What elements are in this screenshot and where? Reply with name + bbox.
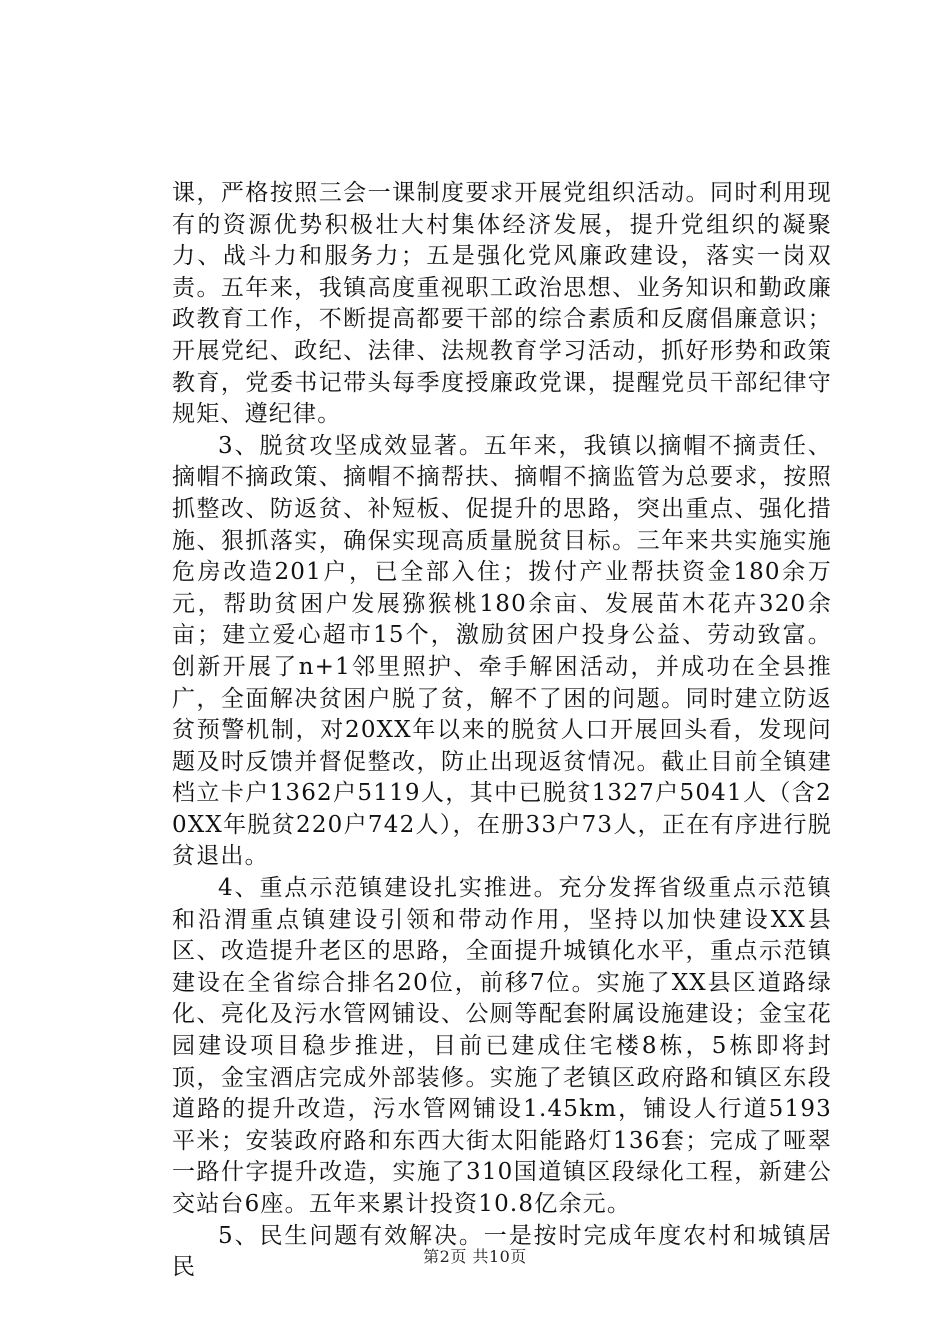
paragraph-livelihood: 5、民生问题有效解决。一是按时完成年度农村和城镇居民 [172,1222,832,1281]
paragraph-continuation: 课，严格按照三会一课制度要求开展党组织活动。同时利用现有的资源优势积极壮大村集体经济发展，提升党组织的凝聚力、战斗力和服务力；五是强化党风廉政建设，落实一岗双责。五年来，我镇高度重视职工政治思想、业务知识和勤政廉政教育工作，不断提高都要干部的综合素质和反腐倡廉意识；开展党纪、政纪、法律、法规教育学习活动，抓好形势和政策教育，党委书记带头每季度授廉政党课，提醒党员干部纪律守规矩、遵纪律。 [172,180,832,428]
paragraph-poverty-alleviation: 3、脱贫攻坚成效显著。五年来，我镇以摘帽不摘责任、摘帽不摘政策、摘帽不摘帮扶、摘帽不摘监管为总要求，按照抓整改、防返贫、补短板、促提升的思路，突出重点、强化措施、狠抓落实，确保实现高质量脱贫目标。三年来共实施实施危房改造201户，已全部入住；拨付产业帮扶资金180余万元，帮助贫困户发展猕猴桃180余亩、发展苗木花卉320余亩；建立爱心超市15个，激励贫困户投身公益、劳动致富。创新开展了n+1邻里照护、牵手解困活动，并成功在全县推广，全面解决贫困户脱了贫，解不了困的问题。同时建立防返贫预警机制，对20XX年以来的脱贫人口开展回头看，发现问题及时反馈并督促整改，防止出现返贫情况。截止目前全镇建档立卡户1362户5119人，其中已脱贫1327户5041人（含20XX年脱贫220户742人），在册33户73人，正在有序进行脱贫退出。 [172,432,832,870]
document-body [172,178,832,1284]
page-footer: 第2页 共10页 [423,1247,527,1266]
paragraph-model-town: 4、重点示范镇建设扎实推进。充分发挥省级重点示范镇和沿渭重点镇建设引领和带动作用，坚持以加快建设XX县区、改造提升老区的思路，全面提升城镇化水平，重点示范镇建设在全省综合排名20位，前移7位。实施了XX县区道路绿化、亮化及污水管网铺设、公厕等配套附属设施建设；金宝花园建设项目稳步推进，目前已建成住宅楼8栋，5栋即将封顶，金宝酒店完成外部装修。实施了老镇区政府路和镇区东段道路的提升改造，污水管网铺设1.45km，铺设人行道5193平米；安装政府路和东西大街太阳能路灯136套；完成了哑翠一路什字提升改造，实施了310国道镇区段绿化工程，新建公交站台6座。五年来累计投资10.8亿余元。 [172,875,832,1217]
